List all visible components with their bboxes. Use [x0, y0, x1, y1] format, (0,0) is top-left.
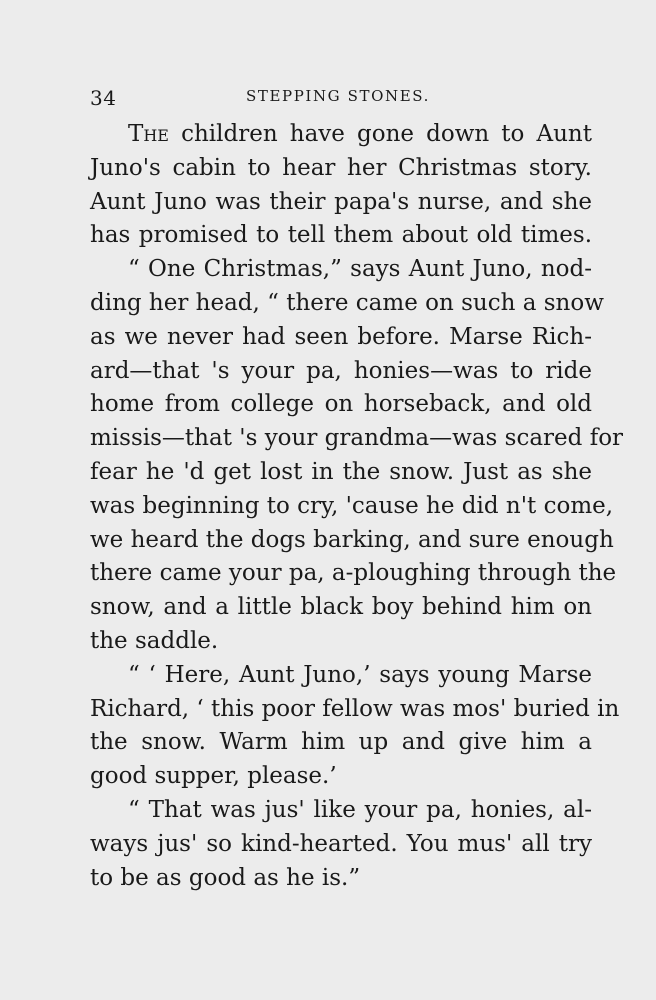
- text-line: as we never had seen before. Marse Rich-: [90, 323, 592, 350]
- text-line: has promised to tell them about old times.: [90, 222, 592, 249]
- text-line: Richard, ‘ this poor fellow was mos' buried in: [90, 695, 620, 722]
- page-number: 34: [90, 86, 117, 110]
- paragraph-3: [90, 659, 620, 794]
- text-line: missis—that 's your grandma—was scared for: [90, 425, 624, 452]
- text-line: The children have gone down to Aunt: [128, 121, 592, 147]
- text-line: to be as good as he is.”: [90, 864, 361, 891]
- paragraph-4: [90, 794, 592, 895]
- text-line: the saddle.: [90, 627, 219, 654]
- text-line: the snow. Warm him up and give him a: [90, 729, 592, 756]
- text-line: “ One Christmas,” says Aunt Juno, nod-: [128, 256, 592, 283]
- body-text: [90, 118, 624, 895]
- text-line: there came your pa, a-ploughing through the: [90, 560, 617, 587]
- text-line: ding her head, “ there came on such a snow: [90, 289, 604, 316]
- paragraph-2: [90, 253, 624, 659]
- text-line: ways jus' so kind-hearted. You mus' all try: [90, 830, 592, 857]
- text-line: good supper, please.’: [90, 763, 337, 790]
- text-line: was beginning to cry, 'cause he did n't come,: [90, 492, 614, 519]
- text-line: ard—that 's your pa, honies—was to ride: [90, 357, 592, 384]
- opening-small-caps: The: [128, 121, 169, 147]
- text-line: Juno's cabin to hear her Christmas story.: [90, 154, 592, 181]
- text-line: Aunt Juno was their papa's nurse, and she: [90, 188, 592, 215]
- text-line: snow, and a little black boy behind him on: [90, 594, 592, 621]
- text-line: fear he 'd get lost in the snow. Just as she: [90, 458, 592, 485]
- paragraph-1: [90, 118, 592, 253]
- text-line: we heard the dogs barking, and sure enough: [90, 526, 614, 553]
- running-head: STEPPING STONES.: [246, 87, 430, 105]
- text-line: “ ‘ Here, Aunt Juno,’ says young Marse: [128, 661, 592, 688]
- text-line: home from college on horseback, and old: [90, 391, 592, 418]
- text-line: “ That was jus' like your pa, honies, al-: [128, 796, 592, 823]
